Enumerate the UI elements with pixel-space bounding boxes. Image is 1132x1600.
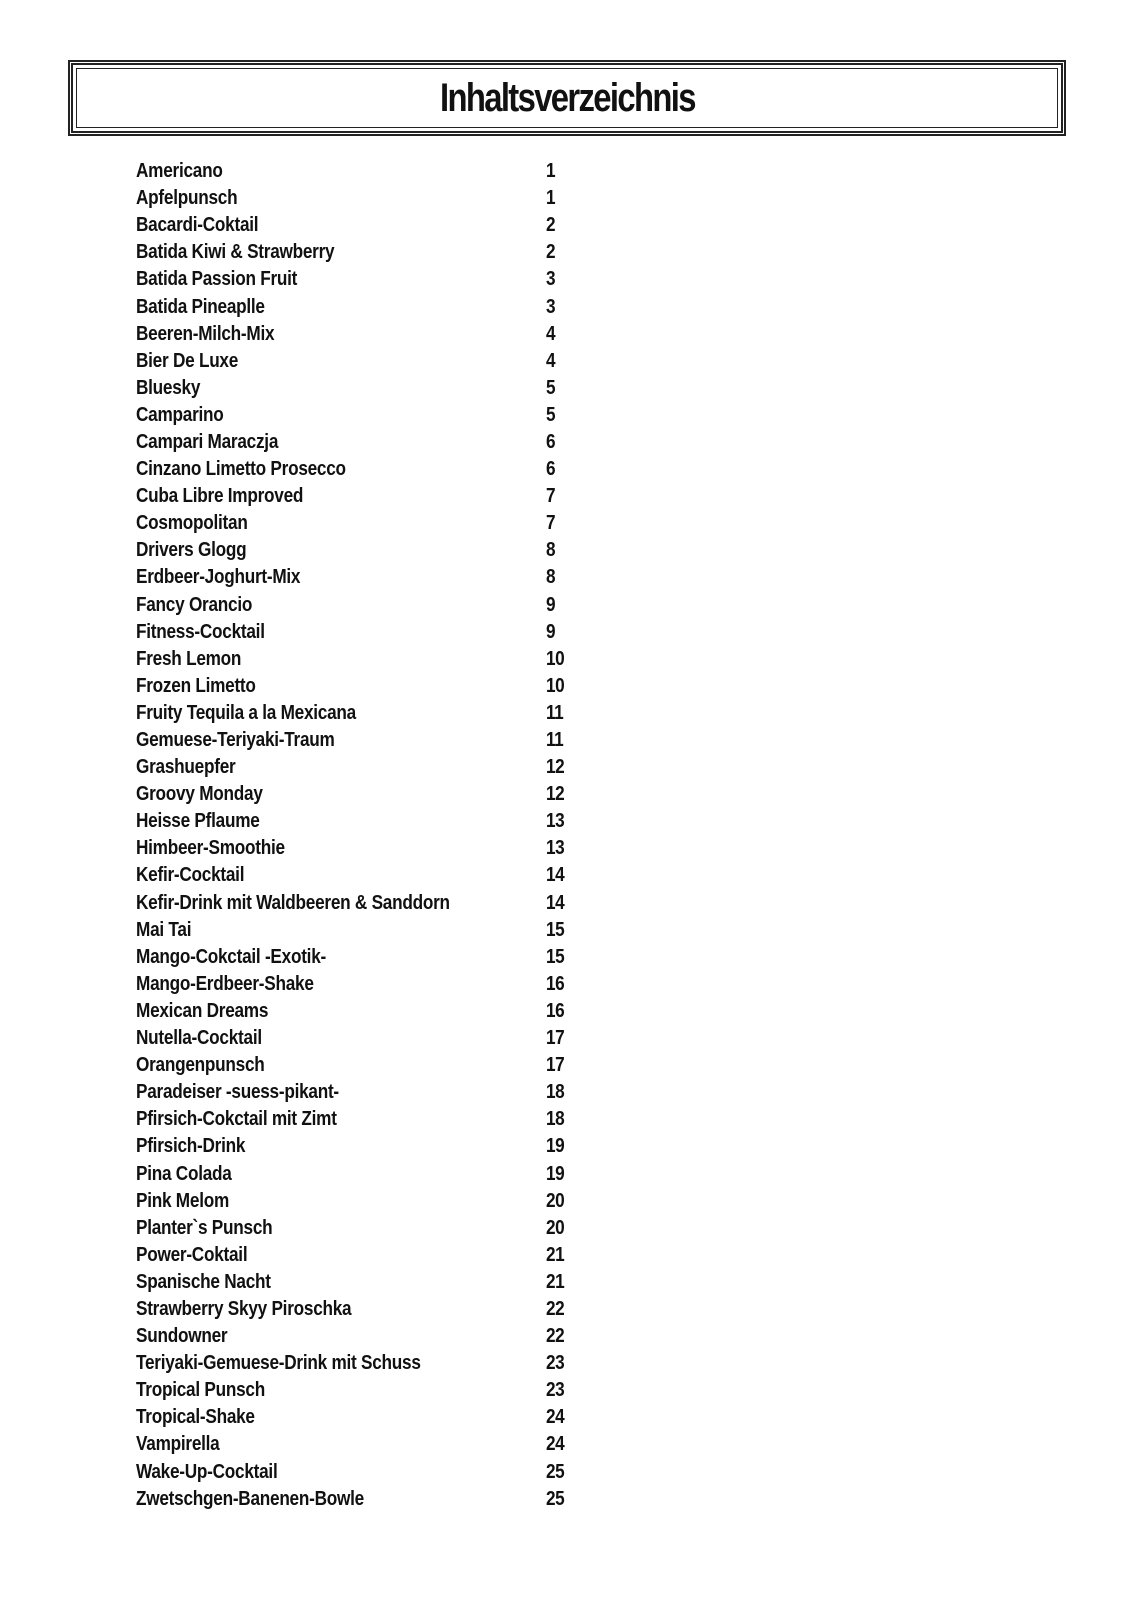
- toc-entry[interactable]: [136, 456, 596, 483]
- toc-entry-page-number: 25: [546, 1487, 565, 1510]
- toc-entry[interactable]: [136, 239, 596, 266]
- toc-entry-page-number: 4: [546, 349, 556, 372]
- toc-entry-page-number: 17: [546, 1027, 565, 1050]
- toc-entry-title: Bacardi-Coktail: [136, 214, 259, 237]
- toc-entry-title: Heisse Pflaume: [136, 810, 260, 833]
- toc-entry-title: Bluesky: [136, 376, 201, 399]
- toc-entry-page-number: 14: [546, 864, 565, 887]
- page-title: Inhaltsverzeichnis: [439, 75, 695, 120]
- toc-entry-page-number: 3: [546, 295, 556, 318]
- toc-entry-page-number: 7: [546, 485, 556, 508]
- toc-entry-page-number: 5: [546, 376, 556, 399]
- toc-entry[interactable]: [136, 808, 596, 835]
- toc-entry[interactable]: [136, 537, 596, 564]
- toc-entry-page-number: 12: [546, 783, 565, 806]
- toc-entry[interactable]: [136, 1404, 596, 1431]
- toc-entry[interactable]: [136, 1106, 596, 1133]
- toc-entry-title: Teriyaki-Gemuese-Drink mit Schuss: [136, 1352, 421, 1375]
- toc-entry[interactable]: [136, 402, 596, 429]
- toc-entry-title: Pink Melom: [136, 1189, 230, 1212]
- toc-entry-page-number: 9: [546, 620, 556, 643]
- toc-entry[interactable]: [136, 998, 596, 1025]
- toc-entry-page-number: 20: [546, 1189, 565, 1212]
- toc-entry-title: Fruity Tequila a la Mexicana: [136, 701, 356, 724]
- toc-entry-title: Pfirsich-Cokctail mit Zimt: [136, 1108, 337, 1131]
- toc-entry[interactable]: [136, 619, 596, 646]
- toc-entry-title: Batida Pineaplle: [136, 295, 265, 318]
- toc-entry-title: Pfirsich-Drink: [136, 1135, 246, 1158]
- toc-entry-title: Camparino: [136, 403, 224, 426]
- toc-entry[interactable]: [136, 1431, 596, 1458]
- toc-entry-page-number: 17: [546, 1054, 565, 1077]
- toc-entry-title: Cinzano Limetto Prosecco: [136, 458, 346, 481]
- toc-entry-page-number: 19: [546, 1135, 565, 1158]
- toc-entry-page-number: 15: [546, 945, 565, 968]
- toc-entry-title: Beeren-Milch-Mix: [136, 322, 275, 345]
- toc-entry[interactable]: [136, 592, 596, 619]
- toc-entry-page-number: 9: [546, 593, 556, 616]
- toc-entry-title: Gemuese-Teriyaki-Traum: [136, 729, 335, 752]
- toc-entry-title: Zwetschgen-Banenen-Bowle: [136, 1487, 364, 1510]
- toc-entry-title: Frozen Limetto: [136, 674, 256, 697]
- toc-entry-title: Erdbeer-Joghurt-Mix: [136, 566, 301, 589]
- toc-entry-page-number: 24: [546, 1406, 565, 1429]
- toc-entry-title: Pina Colada: [136, 1162, 232, 1185]
- toc-entry-title: Nutella-Cocktail: [136, 1027, 262, 1050]
- toc-entry[interactable]: [136, 1377, 596, 1404]
- toc-entry-page-number: 25: [546, 1460, 565, 1483]
- toc-entry[interactable]: [136, 1079, 596, 1106]
- toc-entry-title: Himbeer-Smoothie: [136, 837, 285, 860]
- toc-entry-page-number: 23: [546, 1352, 565, 1375]
- toc-entry-page-number: 21: [546, 1270, 565, 1293]
- toc-entry-title: Fresh Lemon: [136, 647, 242, 670]
- toc-entry-page-number: 24: [546, 1433, 565, 1456]
- toc-entry[interactable]: [136, 862, 596, 889]
- toc-entry-page-number: 18: [546, 1081, 565, 1104]
- toc-entry[interactable]: [136, 944, 596, 971]
- toc-entry-page-number: 6: [546, 430, 556, 453]
- toc-entry[interactable]: [136, 483, 596, 510]
- toc-entry-title: Cuba Libre Improved: [136, 485, 304, 508]
- toc-entry-page-number: 3: [546, 268, 556, 291]
- toc-entry[interactable]: [136, 1296, 596, 1323]
- toc-entry-title: Fitness-Cocktail: [136, 620, 265, 643]
- toc-entry-title: Groovy Monday: [136, 783, 263, 806]
- toc-entry-title: Paradeiser -suess-pikant-: [136, 1081, 339, 1104]
- toc-entry-page-number: 8: [546, 539, 556, 562]
- toc-entry-page-number: 16: [546, 999, 565, 1022]
- toc-entry[interactable]: [136, 835, 596, 862]
- toc-entry-page-number: 1: [546, 187, 556, 210]
- toc-entry-page-number: 23: [546, 1379, 565, 1402]
- toc-entry-page-number: 16: [546, 972, 565, 995]
- toc-entry[interactable]: [136, 564, 596, 591]
- toc-entry[interactable]: [136, 1459, 596, 1486]
- toc-entry-page-number: 22: [546, 1297, 565, 1320]
- toc-entry[interactable]: [136, 1133, 596, 1160]
- toc-entry[interactable]: [136, 212, 596, 239]
- toc-entry[interactable]: [136, 1269, 596, 1296]
- toc-entry-page-number: 7: [546, 512, 556, 535]
- toc-entry-page-number: 22: [546, 1325, 565, 1348]
- toc-entry-title: Mango-Cokctail -Exotik-: [136, 945, 326, 968]
- toc-entry[interactable]: [136, 429, 596, 456]
- toc-entry-title: Vampirella: [136, 1433, 220, 1456]
- toc-entry[interactable]: [136, 158, 596, 185]
- toc-entry-title: Fancy Orancio: [136, 593, 253, 616]
- toc-entry[interactable]: [136, 754, 596, 781]
- toc-entry[interactable]: [136, 321, 596, 348]
- toc-entry-page-number: 5: [546, 403, 556, 426]
- toc-entry-page-number: 12: [546, 756, 565, 779]
- toc-entry-title: Kefir-Drink mit Waldbeeren & Sanddorn: [136, 891, 450, 914]
- toc-entry-title: Orangenpunsch: [136, 1054, 265, 1077]
- toc-entry-title: Apfelpunsch: [136, 187, 238, 210]
- toc-entry-page-number: 10: [546, 674, 565, 697]
- toc-entry[interactable]: [136, 1242, 596, 1269]
- toc-entry-title: Batida Passion Fruit: [136, 268, 298, 291]
- toc-entry[interactable]: [136, 700, 596, 727]
- toc-entry[interactable]: [136, 348, 596, 375]
- toc-entry-title: Planter`s Punsch: [136, 1216, 273, 1239]
- toc-entry-page-number: 15: [546, 918, 565, 941]
- toc-entry[interactable]: [136, 1052, 596, 1079]
- toc-entry-title: Power-Coktail: [136, 1243, 248, 1266]
- toc-entry[interactable]: [136, 1025, 596, 1052]
- toc-entry-title: Campari Maraczja: [136, 430, 279, 453]
- toc-entry-page-number: 14: [546, 891, 565, 914]
- toc-entry-page-number: 19: [546, 1162, 565, 1185]
- toc-entry-title: Kefir-Cocktail: [136, 864, 245, 887]
- toc-entry-title: Mango-Erdbeer-Shake: [136, 972, 314, 995]
- toc-entry-page-number: 2: [546, 241, 556, 264]
- toc-entry-page-number: 1: [546, 160, 556, 183]
- toc-entry-title: Tropical-Shake: [136, 1406, 255, 1429]
- toc-entry[interactable]: [136, 1350, 596, 1377]
- toc-entry-page-number: 13: [546, 837, 565, 860]
- toc-entry-page-number: 2: [546, 214, 556, 237]
- toc-entry-title: Batida Kiwi & Strawberry: [136, 241, 335, 264]
- toc-entry-page-number: 8: [546, 566, 556, 589]
- toc-entry-title: Strawberry Skyy Piroschka: [136, 1297, 352, 1320]
- title-frame-inner: [76, 68, 1058, 128]
- toc-entry-title: Wake-Up-Cocktail: [136, 1460, 278, 1483]
- toc-entry-title: Americano: [136, 160, 223, 183]
- toc-entry-page-number: 11: [546, 701, 564, 724]
- toc-entry-page-number: 20: [546, 1216, 565, 1239]
- toc-entry[interactable]: [136, 727, 596, 754]
- toc-entry[interactable]: [136, 646, 596, 673]
- toc-entry-title: Cosmopolitan: [136, 512, 248, 535]
- toc-entry-page-number: 10: [546, 647, 565, 670]
- toc-entry-title: Bier De Luxe: [136, 349, 239, 372]
- toc-entry[interactable]: [136, 510, 596, 537]
- toc-entry-title: Spanische Nacht: [136, 1270, 271, 1293]
- toc-entry-page-number: 6: [546, 458, 556, 481]
- toc-entry[interactable]: [136, 1215, 596, 1242]
- toc-entry-title: Grashuepfer: [136, 756, 236, 779]
- toc-entry[interactable]: [136, 781, 596, 808]
- toc-entry-page-number: 4: [546, 322, 556, 345]
- toc-entry[interactable]: [136, 971, 596, 998]
- toc-entry-page-number: 11: [546, 729, 564, 752]
- toc-entry-title: Mexican Dreams: [136, 999, 269, 1022]
- toc-entry[interactable]: [136, 375, 596, 402]
- toc-entry-title: Tropical Punsch: [136, 1379, 265, 1402]
- toc-entry-title: Drivers Glogg: [136, 539, 247, 562]
- toc-entry[interactable]: [136, 1486, 596, 1513]
- toc-entry[interactable]: [136, 1188, 596, 1215]
- toc-entry[interactable]: [136, 266, 596, 293]
- toc-entry-page-number: 21: [546, 1243, 565, 1266]
- toc-entry[interactable]: [136, 917, 596, 944]
- toc-entry-title: Sundowner: [136, 1325, 228, 1348]
- toc-entry[interactable]: [136, 1160, 596, 1187]
- toc-entry-page-number: 18: [546, 1108, 565, 1131]
- table-of-contents: [136, 158, 596, 1513]
- toc-entry[interactable]: [136, 293, 596, 320]
- title-frame: [68, 60, 1066, 136]
- toc-entry[interactable]: [136, 673, 596, 700]
- toc-entry-title: Mai Tai: [136, 918, 192, 941]
- toc-entry[interactable]: [136, 185, 596, 212]
- toc-entry-page-number: 13: [546, 810, 565, 833]
- toc-entry[interactable]: [136, 1323, 596, 1350]
- toc-entry[interactable]: [136, 890, 596, 917]
